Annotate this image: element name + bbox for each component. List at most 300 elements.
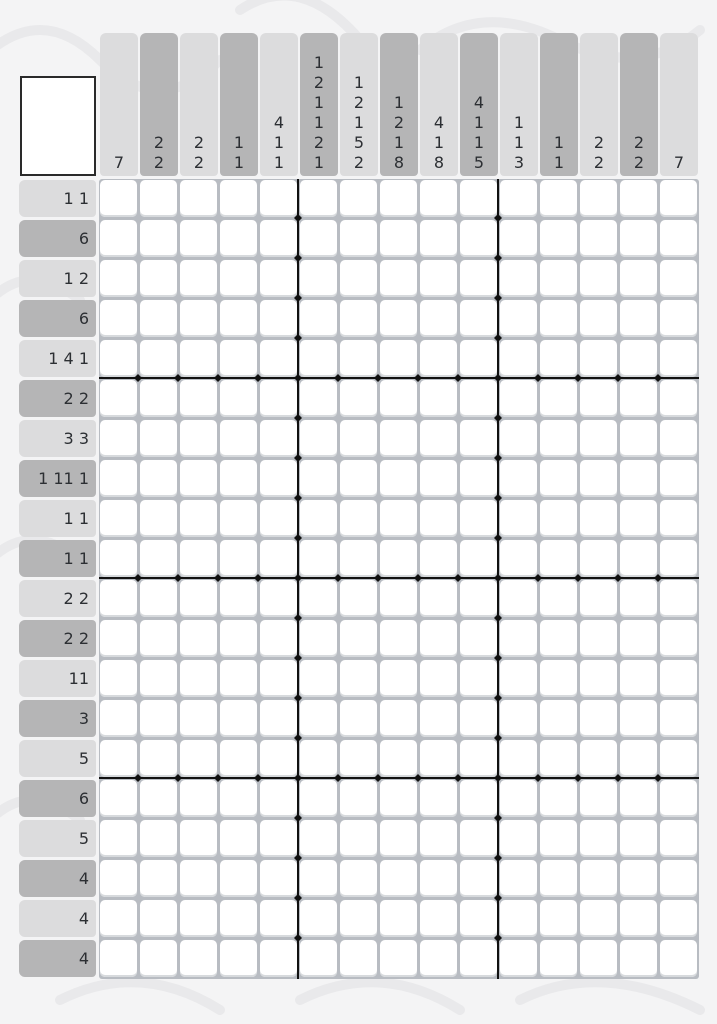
grid-cell[interactable] xyxy=(180,740,217,777)
grid-cell[interactable] xyxy=(580,620,617,657)
grid-cell[interactable] xyxy=(500,820,537,857)
grid-cell[interactable] xyxy=(100,300,137,337)
grid-cell[interactable] xyxy=(220,580,257,617)
grid-cell[interactable] xyxy=(580,700,617,737)
grid-cell[interactable] xyxy=(620,780,657,817)
grid-cell[interactable] xyxy=(580,460,617,497)
grid-cell[interactable] xyxy=(260,420,297,457)
grid-cell[interactable] xyxy=(140,460,177,497)
grid-cell[interactable] xyxy=(380,300,417,337)
grid-cell[interactable] xyxy=(500,740,537,777)
grid-cell[interactable] xyxy=(100,900,137,937)
grid-cell[interactable] xyxy=(420,580,457,617)
grid-cell[interactable] xyxy=(460,420,497,457)
grid-cell[interactable] xyxy=(580,580,617,617)
grid-cell[interactable] xyxy=(180,900,217,937)
grid-cell[interactable] xyxy=(460,860,497,897)
grid-cell[interactable] xyxy=(300,620,337,657)
grid-cell[interactable] xyxy=(620,700,657,737)
grid-cell[interactable] xyxy=(580,820,617,857)
grid-cell[interactable] xyxy=(180,860,217,897)
grid-cell[interactable] xyxy=(420,780,457,817)
grid-cell[interactable] xyxy=(580,260,617,297)
grid-cell[interactable] xyxy=(460,740,497,777)
grid-cell[interactable] xyxy=(580,420,617,457)
grid-cell[interactable] xyxy=(100,180,137,217)
grid-cell[interactable] xyxy=(500,460,537,497)
grid-cell[interactable] xyxy=(500,380,537,417)
grid-cell[interactable] xyxy=(220,900,257,937)
grid-cell[interactable] xyxy=(500,660,537,697)
grid-cell[interactable] xyxy=(460,380,497,417)
grid-cell[interactable] xyxy=(180,460,217,497)
grid-cell[interactable] xyxy=(580,220,617,257)
grid-cell[interactable] xyxy=(300,460,337,497)
grid-cell[interactable] xyxy=(140,380,177,417)
grid-cell[interactable] xyxy=(100,780,137,817)
grid-cell[interactable] xyxy=(660,580,697,617)
grid-cell[interactable] xyxy=(220,700,257,737)
grid-cell[interactable] xyxy=(300,700,337,737)
grid-cell[interactable] xyxy=(460,900,497,937)
grid-cell[interactable] xyxy=(420,700,457,737)
grid-cell[interactable] xyxy=(540,620,577,657)
grid-cell[interactable] xyxy=(220,420,257,457)
grid-cell[interactable] xyxy=(460,260,497,297)
grid-cell[interactable] xyxy=(460,660,497,697)
grid-cell[interactable] xyxy=(300,260,337,297)
grid-cell[interactable] xyxy=(460,820,497,857)
grid-cell[interactable] xyxy=(220,660,257,697)
grid-cell[interactable] xyxy=(540,340,577,377)
grid-cell[interactable] xyxy=(460,500,497,537)
grid-cell[interactable] xyxy=(660,420,697,457)
grid-cell[interactable] xyxy=(340,740,377,777)
grid-cell[interactable] xyxy=(380,700,417,737)
grid-cell[interactable] xyxy=(140,860,177,897)
grid-cell[interactable] xyxy=(300,580,337,617)
grid-cell[interactable] xyxy=(380,940,417,977)
grid-cell[interactable] xyxy=(220,940,257,977)
grid-cell[interactable] xyxy=(580,740,617,777)
grid-cell[interactable] xyxy=(380,380,417,417)
grid-cell[interactable] xyxy=(500,180,537,217)
grid-cell[interactable] xyxy=(420,540,457,577)
grid-cell[interactable] xyxy=(100,380,137,417)
grid-cell[interactable] xyxy=(500,500,537,537)
grid-cell[interactable] xyxy=(500,860,537,897)
grid-cell[interactable] xyxy=(660,780,697,817)
grid-cell[interactable] xyxy=(140,940,177,977)
grid-cell[interactable] xyxy=(580,500,617,537)
grid-cell[interactable] xyxy=(140,900,177,937)
grid-cell[interactable] xyxy=(180,580,217,617)
grid-cell[interactable] xyxy=(260,180,297,217)
grid-cell[interactable] xyxy=(100,700,137,737)
grid-cell[interactable] xyxy=(340,340,377,377)
grid-cell[interactable] xyxy=(260,500,297,537)
grid-cell[interactable] xyxy=(100,580,137,617)
grid-cell[interactable] xyxy=(660,740,697,777)
grid-cell[interactable] xyxy=(300,740,337,777)
grid-cell[interactable] xyxy=(540,580,577,617)
grid-cell[interactable] xyxy=(180,940,217,977)
grid-cell[interactable] xyxy=(300,900,337,937)
grid-cell[interactable] xyxy=(620,380,657,417)
grid-cell[interactable] xyxy=(100,260,137,297)
grid-cell[interactable] xyxy=(540,900,577,937)
grid-cell[interactable] xyxy=(660,620,697,657)
grid-cell[interactable] xyxy=(220,460,257,497)
grid-cell[interactable] xyxy=(620,340,657,377)
grid-cell[interactable] xyxy=(180,700,217,737)
grid-cell[interactable] xyxy=(220,780,257,817)
grid-cell[interactable] xyxy=(540,300,577,337)
grid-cell[interactable] xyxy=(660,660,697,697)
grid-cell[interactable] xyxy=(220,380,257,417)
grid-cell[interactable] xyxy=(500,300,537,337)
grid-cell[interactable] xyxy=(220,220,257,257)
grid-cell[interactable] xyxy=(620,180,657,217)
grid-cell[interactable] xyxy=(420,660,457,697)
grid-cell[interactable] xyxy=(380,220,417,257)
grid-cell[interactable] xyxy=(260,300,297,337)
grid-cell[interactable] xyxy=(420,860,457,897)
grid-cell[interactable] xyxy=(260,580,297,617)
grid-cell[interactable] xyxy=(260,700,297,737)
grid-cell[interactable] xyxy=(140,700,177,737)
grid-cell[interactable] xyxy=(140,260,177,297)
grid-cell[interactable] xyxy=(540,860,577,897)
grid-cell[interactable] xyxy=(460,620,497,657)
grid-cell[interactable] xyxy=(220,500,257,537)
grid-cell[interactable] xyxy=(140,340,177,377)
grid-cell[interactable] xyxy=(100,460,137,497)
grid-cell[interactable] xyxy=(540,500,577,537)
grid-cell[interactable] xyxy=(300,940,337,977)
grid-cell[interactable] xyxy=(460,540,497,577)
grid-cell[interactable] xyxy=(420,300,457,337)
grid-cell[interactable] xyxy=(140,660,177,697)
grid-cell[interactable] xyxy=(500,220,537,257)
grid-cell[interactable] xyxy=(300,420,337,457)
grid-cell[interactable] xyxy=(100,940,137,977)
grid-cell[interactable] xyxy=(380,500,417,537)
grid-cell[interactable] xyxy=(220,340,257,377)
grid-cell[interactable] xyxy=(220,860,257,897)
grid-cell[interactable] xyxy=(620,460,657,497)
grid-cell[interactable] xyxy=(340,580,377,617)
grid-cell[interactable] xyxy=(340,780,377,817)
grid-cell[interactable] xyxy=(260,220,297,257)
grid-cell[interactable] xyxy=(620,620,657,657)
grid-cell[interactable] xyxy=(500,780,537,817)
grid-cell[interactable] xyxy=(580,780,617,817)
grid-cell[interactable] xyxy=(660,820,697,857)
grid-cell[interactable] xyxy=(100,500,137,537)
grid-cell[interactable] xyxy=(380,820,417,857)
grid-cell[interactable] xyxy=(420,820,457,857)
grid-cell[interactable] xyxy=(660,540,697,577)
grid-cell[interactable] xyxy=(340,620,377,657)
grid-cell[interactable] xyxy=(420,500,457,537)
grid-cell[interactable] xyxy=(420,460,457,497)
grid-cell[interactable] xyxy=(460,780,497,817)
grid-cell[interactable] xyxy=(100,620,137,657)
grid-cell[interactable] xyxy=(460,700,497,737)
grid-cell[interactable] xyxy=(180,820,217,857)
grid-cell[interactable] xyxy=(580,180,617,217)
grid-cell[interactable] xyxy=(300,220,337,257)
grid-cell[interactable] xyxy=(180,300,217,337)
grid-cell[interactable] xyxy=(100,860,137,897)
grid-cell[interactable] xyxy=(660,380,697,417)
grid-cell[interactable] xyxy=(380,540,417,577)
grid-cell[interactable] xyxy=(340,500,377,537)
grid-cell[interactable] xyxy=(460,180,497,217)
grid-cell[interactable] xyxy=(460,300,497,337)
grid-cell[interactable] xyxy=(260,260,297,297)
grid-cell[interactable] xyxy=(420,420,457,457)
grid-cell[interactable] xyxy=(300,500,337,537)
grid-cell[interactable] xyxy=(340,260,377,297)
grid-cell[interactable] xyxy=(620,260,657,297)
grid-cell[interactable] xyxy=(220,820,257,857)
grid-cell[interactable] xyxy=(100,740,137,777)
grid-cell[interactable] xyxy=(380,740,417,777)
grid-cell[interactable] xyxy=(580,660,617,697)
grid-cell[interactable] xyxy=(620,580,657,617)
grid-cell[interactable] xyxy=(340,900,377,937)
grid-cell[interactable] xyxy=(220,740,257,777)
grid-cell[interactable] xyxy=(380,180,417,217)
grid-cell[interactable] xyxy=(140,500,177,537)
grid-cell[interactable] xyxy=(420,740,457,777)
grid-cell[interactable] xyxy=(580,380,617,417)
grid-cell[interactable] xyxy=(500,700,537,737)
grid-cell[interactable] xyxy=(420,260,457,297)
grid-cell[interactable] xyxy=(620,940,657,977)
grid-cell[interactable] xyxy=(660,860,697,897)
grid-cell[interactable] xyxy=(260,780,297,817)
grid-cell[interactable] xyxy=(540,780,577,817)
grid-cell[interactable] xyxy=(660,340,697,377)
grid-cell[interactable] xyxy=(140,580,177,617)
grid-cell[interactable] xyxy=(620,500,657,537)
grid-cell[interactable] xyxy=(460,460,497,497)
grid-cell[interactable] xyxy=(340,540,377,577)
grid-cell[interactable] xyxy=(220,260,257,297)
grid-cell[interactable] xyxy=(260,940,297,977)
grid-cell[interactable] xyxy=(300,300,337,337)
grid-cell[interactable] xyxy=(380,460,417,497)
grid-cell[interactable] xyxy=(100,820,137,857)
grid-cell[interactable] xyxy=(300,180,337,217)
grid-cell[interactable] xyxy=(660,700,697,737)
grid-cell[interactable] xyxy=(260,380,297,417)
grid-cell[interactable] xyxy=(540,820,577,857)
grid-cell[interactable] xyxy=(100,540,137,577)
grid-cell[interactable] xyxy=(540,660,577,697)
grid-cell[interactable] xyxy=(140,540,177,577)
grid-cell[interactable] xyxy=(460,220,497,257)
grid-cell[interactable] xyxy=(340,820,377,857)
grid-cell[interactable] xyxy=(340,660,377,697)
grid-cell[interactable] xyxy=(340,860,377,897)
grid-cell[interactable] xyxy=(580,900,617,937)
grid-cell[interactable] xyxy=(420,220,457,257)
grid-cell[interactable] xyxy=(540,460,577,497)
grid-cell[interactable] xyxy=(540,540,577,577)
grid-cell[interactable] xyxy=(500,620,537,657)
grid-cell[interactable] xyxy=(220,180,257,217)
grid-cell[interactable] xyxy=(380,580,417,617)
grid-cell[interactable] xyxy=(140,820,177,857)
grid-cell[interactable] xyxy=(540,380,577,417)
grid-cell[interactable] xyxy=(340,420,377,457)
grid-cell[interactable] xyxy=(260,860,297,897)
grid-cell[interactable] xyxy=(380,900,417,937)
grid-cell[interactable] xyxy=(140,740,177,777)
grid-cell[interactable] xyxy=(380,660,417,697)
grid-cell[interactable] xyxy=(500,420,537,457)
grid-cell[interactable] xyxy=(380,780,417,817)
grid-cell[interactable] xyxy=(380,340,417,377)
grid-cell[interactable] xyxy=(620,300,657,337)
grid-cell[interactable] xyxy=(340,700,377,737)
grid-cell[interactable] xyxy=(100,660,137,697)
grid-cell[interactable] xyxy=(500,580,537,617)
grid-cell[interactable] xyxy=(420,620,457,657)
grid-cell[interactable] xyxy=(620,900,657,937)
grid-cell[interactable] xyxy=(500,540,537,577)
grid-cell[interactable] xyxy=(500,260,537,297)
grid-cell[interactable] xyxy=(660,260,697,297)
grid-cell[interactable] xyxy=(500,940,537,977)
grid-cell[interactable] xyxy=(180,220,217,257)
grid-cell[interactable] xyxy=(100,420,137,457)
grid-cell[interactable] xyxy=(180,260,217,297)
grid-cell[interactable] xyxy=(140,780,177,817)
grid-cell[interactable] xyxy=(340,460,377,497)
grid-cell[interactable] xyxy=(180,780,217,817)
grid-cell[interactable] xyxy=(620,820,657,857)
grid-cell[interactable] xyxy=(420,380,457,417)
grid-cell[interactable] xyxy=(260,340,297,377)
grid-cell[interactable] xyxy=(180,380,217,417)
grid-cell[interactable] xyxy=(140,300,177,337)
grid-cell[interactable] xyxy=(540,220,577,257)
grid-cell[interactable] xyxy=(620,420,657,457)
grid-cell[interactable] xyxy=(660,500,697,537)
grid-cell[interactable] xyxy=(620,220,657,257)
grid-cell[interactable] xyxy=(540,180,577,217)
grid-cell[interactable] xyxy=(180,620,217,657)
grid-cell[interactable] xyxy=(340,380,377,417)
grid-cell[interactable] xyxy=(140,420,177,457)
grid-cell[interactable] xyxy=(180,500,217,537)
grid-cell[interactable] xyxy=(220,620,257,657)
grid-cell[interactable] xyxy=(220,300,257,337)
grid-cell[interactable] xyxy=(300,820,337,857)
grid-cell[interactable] xyxy=(340,220,377,257)
grid-cell[interactable] xyxy=(140,220,177,257)
grid-cell[interactable] xyxy=(180,420,217,457)
grid-cell[interactable] xyxy=(660,300,697,337)
grid-cell[interactable] xyxy=(540,940,577,977)
grid-cell[interactable] xyxy=(300,340,337,377)
grid-cell[interactable] xyxy=(260,820,297,857)
grid-cell[interactable] xyxy=(580,860,617,897)
grid-cell[interactable] xyxy=(420,940,457,977)
grid-cell[interactable] xyxy=(300,860,337,897)
grid-cell[interactable] xyxy=(260,660,297,697)
grid-cell[interactable] xyxy=(260,540,297,577)
grid-cell[interactable] xyxy=(380,260,417,297)
grid-cell[interactable] xyxy=(620,660,657,697)
grid-cell[interactable] xyxy=(580,340,617,377)
grid-cell[interactable] xyxy=(580,940,617,977)
grid-cell[interactable] xyxy=(100,340,137,377)
grid-cell[interactable] xyxy=(300,540,337,577)
grid-cell[interactable] xyxy=(300,780,337,817)
grid-cell[interactable] xyxy=(180,340,217,377)
grid-cell[interactable] xyxy=(580,300,617,337)
grid-cell[interactable] xyxy=(260,460,297,497)
grid-cell[interactable] xyxy=(180,660,217,697)
grid-cell[interactable] xyxy=(660,220,697,257)
grid-cell[interactable] xyxy=(460,580,497,617)
grid-cell[interactable] xyxy=(340,300,377,337)
grid-cell[interactable] xyxy=(540,420,577,457)
grid-cell[interactable] xyxy=(660,180,697,217)
grid-cell[interactable] xyxy=(540,260,577,297)
grid-cell[interactable] xyxy=(580,540,617,577)
grid-cell[interactable] xyxy=(180,180,217,217)
grid-cell[interactable] xyxy=(140,620,177,657)
grid-cell[interactable] xyxy=(340,940,377,977)
grid-cell[interactable] xyxy=(340,180,377,217)
grid-cell[interactable] xyxy=(220,540,257,577)
grid-cell[interactable] xyxy=(300,380,337,417)
grid-cell[interactable] xyxy=(540,740,577,777)
grid-cell[interactable] xyxy=(260,740,297,777)
grid-cell[interactable] xyxy=(620,740,657,777)
grid-cell[interactable] xyxy=(660,940,697,977)
grid-cell[interactable] xyxy=(500,900,537,937)
grid-cell[interactable] xyxy=(660,460,697,497)
grid-cell[interactable] xyxy=(620,860,657,897)
grid-cell[interactable] xyxy=(540,700,577,737)
grid-cell[interactable] xyxy=(140,180,177,217)
grid-cell[interactable] xyxy=(500,340,537,377)
grid-cell[interactable] xyxy=(300,660,337,697)
grid-cell[interactable] xyxy=(420,340,457,377)
grid-cell[interactable] xyxy=(260,620,297,657)
grid-cell[interactable] xyxy=(420,900,457,937)
grid-cell[interactable] xyxy=(260,900,297,937)
grid-cell[interactable] xyxy=(380,860,417,897)
grid-cell[interactable] xyxy=(380,420,417,457)
grid-cell[interactable] xyxy=(180,540,217,577)
grid-cell[interactable] xyxy=(100,220,137,257)
grid-cell[interactable] xyxy=(380,620,417,657)
grid-cell[interactable] xyxy=(460,940,497,977)
grid-cell[interactable] xyxy=(620,540,657,577)
grid-cell[interactable] xyxy=(420,180,457,217)
grid-cell[interactable] xyxy=(460,340,497,377)
grid-cell[interactable] xyxy=(660,900,697,937)
